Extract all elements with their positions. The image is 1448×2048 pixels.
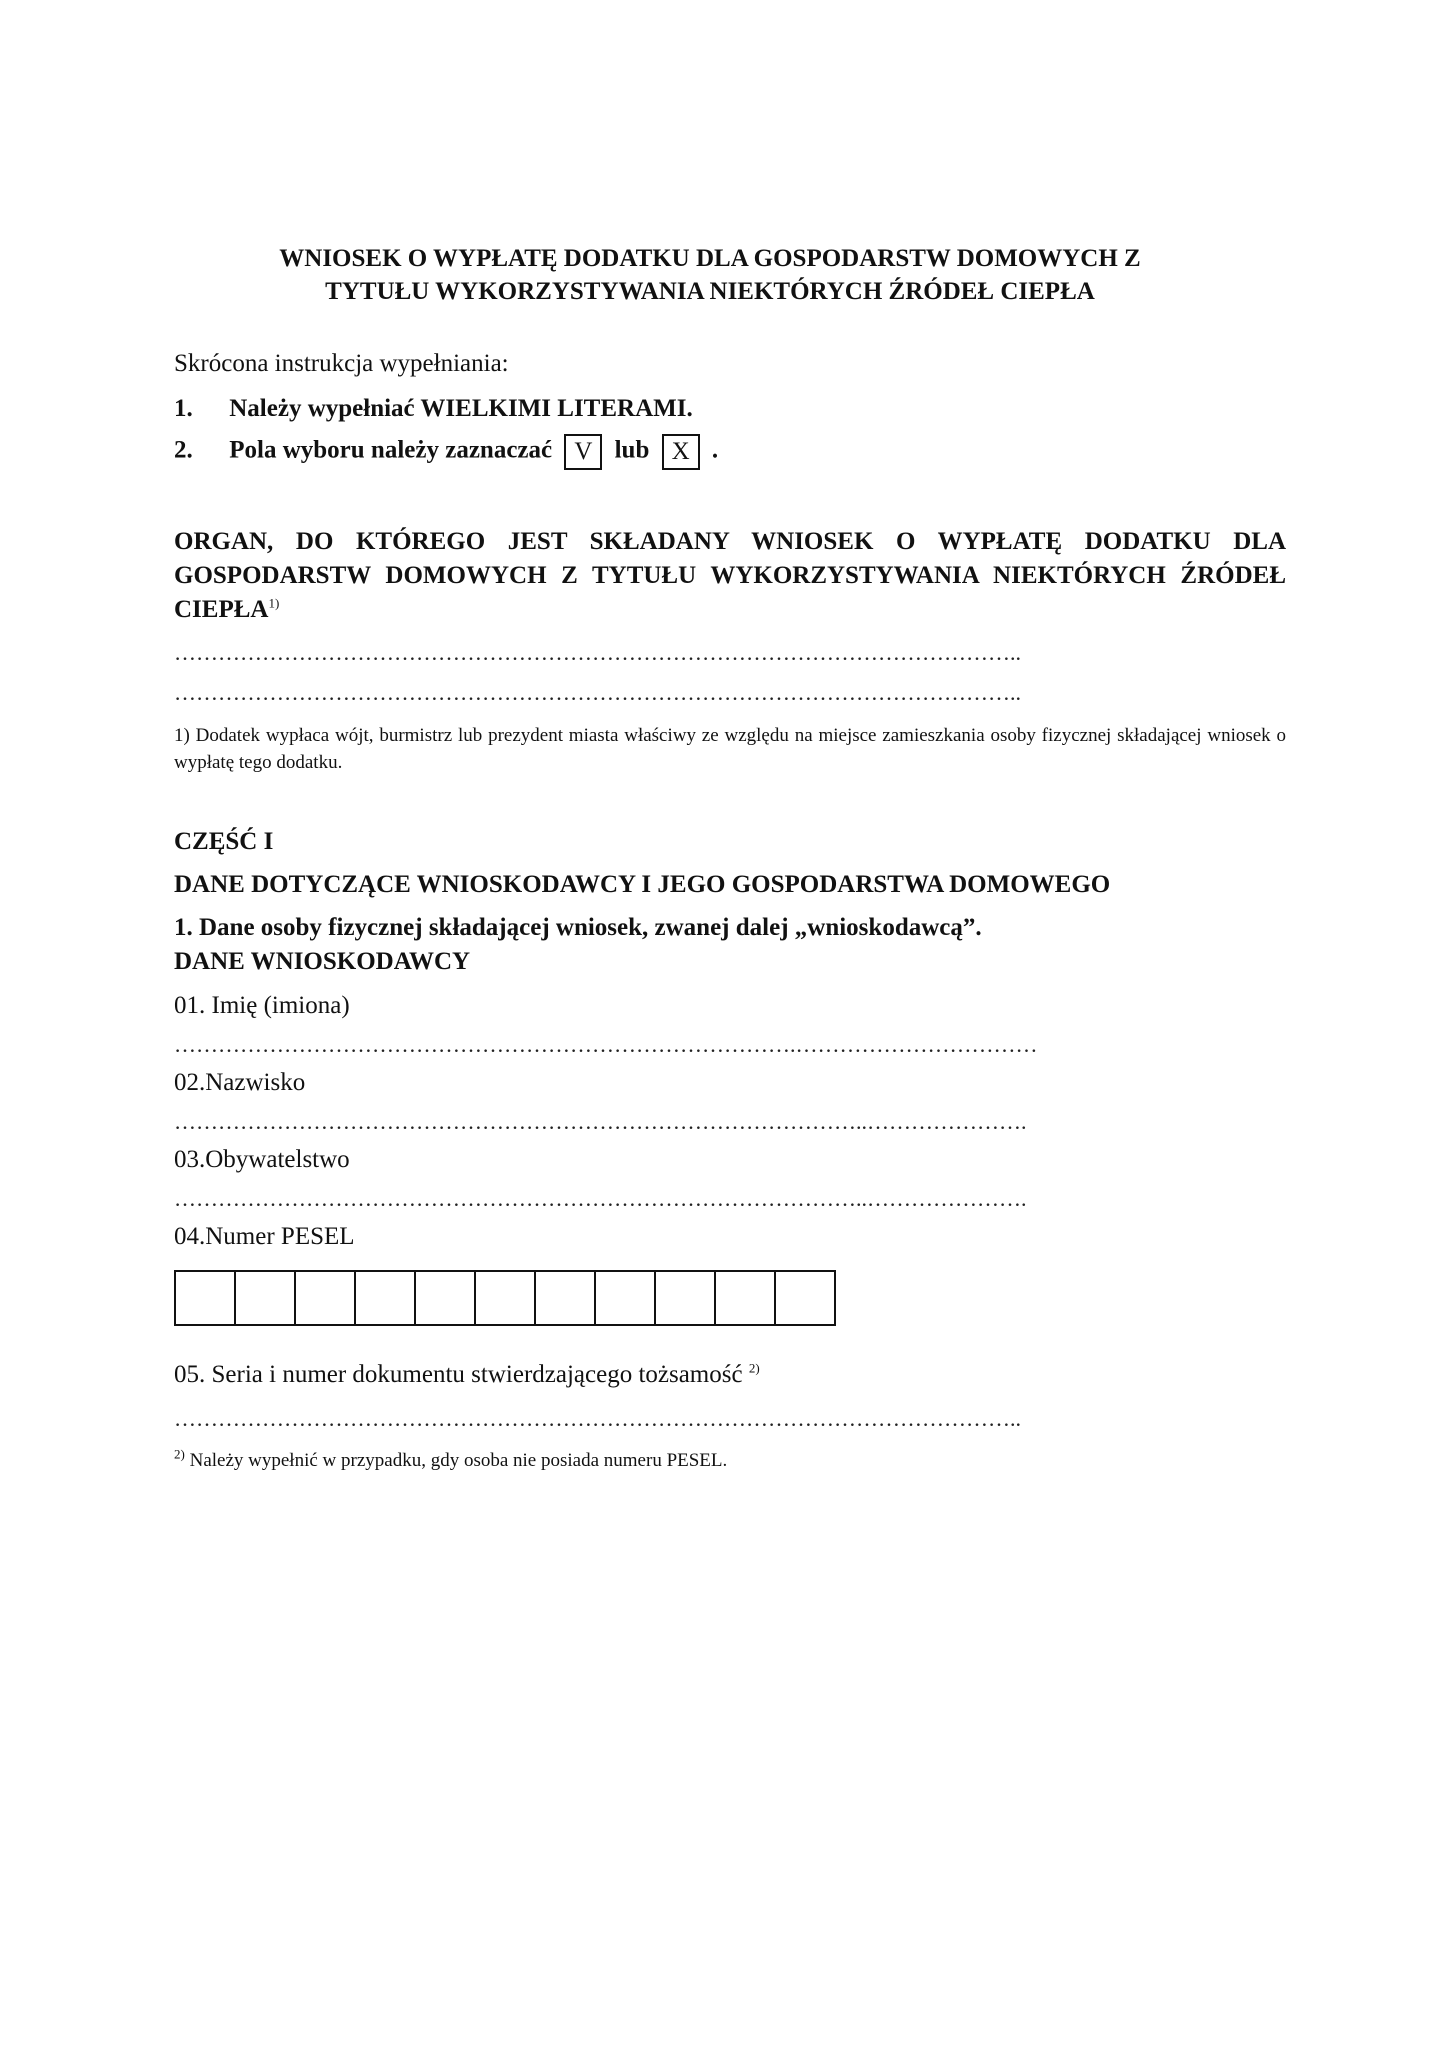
organ-footnote: 1) Dodatek wypłaca wójt, burmistrz lub prezydent miasta właściwy ze względu na miejsce zamieszkania osoby fizycznej składającej wniosek o wypłatę tego dodatku. [174,725,1286,773]
field-01-first-name-line[interactable]: ………………………………………………………………………….…………………………… [174,1032,1038,1057]
form-title [200,242,1220,308]
organ-line-1[interactable]: …………………………………………………………………………………………………….. [174,640,1021,665]
pesel-digit-cell[interactable] [596,1272,656,1324]
pesel-digit-cell[interactable] [536,1272,596,1324]
instruction-item-1-number: 1. [174,395,193,422]
organ-heading-footnote-ref: 1) [268,595,280,611]
instruction-item-2-or: lub [614,436,650,464]
instruction-item-1-text: Należy wypełniać WIELKIMI LITERAMI. [229,395,693,422]
field-05-footnote-ref: 2) [748,1360,760,1376]
organ-heading-text: ORGAN, DO KTÓREGO JEST SKŁADANY WNIOSEK O WYPŁATĘ DODATKU DLA GOSPODARSTW DOMOWYCH Z TYTUŁU WYKORZYSTYWANIA NIEKTÓRYCH ŹRÓDEŁ CIEPŁA [174,528,1286,623]
checkbox-example-v: V [564,434,602,470]
applicant-heading: DANE WNIOSKODAWCY [174,948,471,975]
organ-line-2[interactable]: …………………………………………………………………………………………………….. [174,680,1021,705]
pesel-digit-cell[interactable] [716,1272,776,1324]
instruction-item-1 [174,395,693,423]
pesel-input-grid[interactable] [174,1270,836,1326]
instruction-item-2-number: 2. [174,436,193,464]
field-02-label: 02.Nazwisko [174,1069,306,1096]
organ-heading [174,525,1286,627]
checkbox-example-x: X [662,434,700,470]
pesel-digit-cell[interactable] [176,1272,236,1324]
field-03-citizenship-line[interactable]: …………………………………………………………………………………..…………………. [174,1186,1027,1211]
field-01-label: 01. Imię (imiona) [174,992,350,1019]
instruction-item-2 [174,434,718,470]
pesel-digit-cell[interactable] [296,1272,356,1324]
form-title-line-2: TYTUŁU WYKORZYSTYWANIA NIEKTÓRYCH ŹRÓDEŁ CIEPŁA [325,278,1095,305]
footnote-2-ref: 2) [174,1446,185,1462]
field-03-label: 03.Obywatelstwo [174,1146,350,1173]
pesel-digit-cell[interactable] [776,1272,834,1324]
field-05-label-text: 05. Seria i numer dokumentu stwierdzającego tożsamość [174,1361,743,1388]
instruction-item-2-text: Pola wyboru należy zaznaczać [229,436,553,464]
form-title-line-1: WNIOSEK O WYPŁATĘ DODATKU DLA GOSPODARSTW DOMOWYCH Z [279,245,1141,272]
instruction-item-2-end: . [711,436,719,464]
field-05-label [174,1361,760,1389]
part-1-heading: CZĘŚĆ I [174,828,274,855]
footnote-2-text: Należy wypełnić w przypadku, gdy osoba nie posiada numeru PESEL. [189,1450,728,1471]
pesel-digit-cell[interactable] [656,1272,716,1324]
pesel-digit-cell[interactable] [476,1272,536,1324]
instructions-heading: Skrócona instrukcja wypełniania: [174,350,509,377]
field-04-label: 04.Numer PESEL [174,1223,355,1250]
field-05-document-line[interactable]: …………………………………………………………………………………………………….. [174,1406,1021,1431]
footnote-2 [174,1446,728,1472]
pesel-digit-cell[interactable] [356,1272,416,1324]
pesel-digit-cell[interactable] [236,1272,296,1324]
part-1-subheading: DANE DOTYCZĄCE WNIOSKODAWCY I JEGO GOSPODARSTWA DOMOWEGO [174,871,1111,898]
field-02-surname-line[interactable]: …………………………………………………………………………………..…………………. [174,1109,1027,1134]
part-1-point-1: 1. Dane osoby fizycznej składającej wniosek, zwanej dalej „wnioskodawcą”. [174,914,982,941]
pesel-digit-cell[interactable] [416,1272,476,1324]
